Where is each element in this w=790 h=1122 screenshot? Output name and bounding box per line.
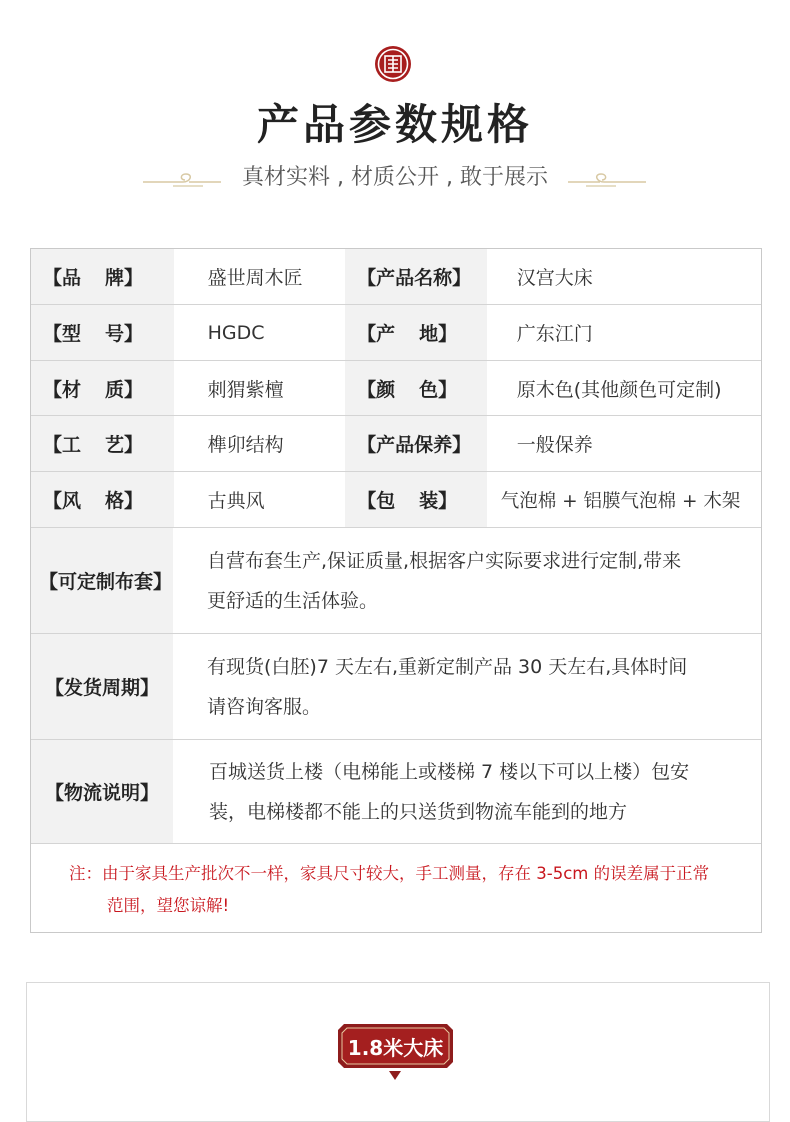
spec-row-style	[31, 472, 761, 528]
detail-text-shipping-line2: 请咨询客服。	[207, 695, 322, 718]
spec-label-product-name: 【产品名称】	[345, 249, 487, 304]
spec-label-origin-b: 地】	[419, 323, 458, 345]
detail-label-cover: 【可定制布套】	[31, 528, 173, 633]
detail-text-cover-line1: 自营布套生产,保证质量,根据客户实际要求进行定制,带来	[207, 549, 682, 572]
detail-text-cover-line2: 更舒适的生活体验。	[207, 589, 379, 612]
subtitle-row	[0, 158, 790, 192]
spec-label-style	[31, 472, 174, 527]
spec-label-brand-b: 牌】	[104, 267, 143, 289]
spec-value-packaging: 气泡棉 + 铝膜气泡棉 + 木架	[500, 490, 741, 512]
spec-row-brand	[31, 249, 761, 305]
spec-label-style-b: 格】	[104, 490, 143, 512]
spec-label-color	[345, 361, 487, 415]
detail-text-shipping	[173, 634, 761, 739]
spec-label-model	[31, 305, 174, 360]
detail-label-shipping: 【发货周期】	[31, 634, 173, 739]
note	[31, 844, 761, 932]
spec-value-craft: 榫卯结构	[207, 434, 284, 456]
spec-label-origin	[345, 305, 487, 360]
down-arrow-icon	[389, 1071, 401, 1080]
spec-value-color: 原木色(其他颜色可定制)	[516, 378, 722, 401]
spec-label-packaging-b: 装】	[419, 490, 458, 512]
spec-table	[30, 248, 762, 933]
spec-label-color-b: 色】	[419, 378, 458, 401]
spec-value-model: HGDC	[207, 321, 265, 344]
spec-label-maintenance: 【产品保养】	[345, 416, 487, 471]
note-line2: 范围，望您谅解!	[107, 896, 230, 915]
detail-row-cover	[31, 528, 761, 634]
detail-text-shipping-line1: 有现货(白胚)7 天左右,重新定制产品 30 天左右,具体时间	[207, 655, 688, 678]
spec-value-material: 刺猬紫檀	[207, 378, 284, 401]
detail-text-logistics	[173, 740, 761, 843]
note-line1: 注：由于家具生产批次不一样，家具尺寸较大，手工测量，存在 3-5cm 的误差属于正常	[69, 864, 710, 883]
spec-label-craft	[31, 416, 174, 471]
spec-row-material	[31, 361, 761, 416]
spec-label-packaging	[345, 472, 487, 527]
spec-label-packaging-a: 【包	[357, 490, 396, 512]
spec-label-origin-a: 【产	[357, 323, 396, 345]
spec-label-brand-a: 【品	[43, 267, 82, 289]
spec-row-model	[31, 305, 761, 361]
detail-text-logistics-line1: 百城送货上楼（电梯能上或楼梯 7 楼以下可以上楼）包安	[209, 760, 690, 783]
spec-value-maintenance: 一般保养	[516, 434, 593, 456]
spec-value-origin: 广东江门	[516, 323, 593, 345]
spec-value-style: 古典风	[207, 490, 265, 512]
spec-row-craft	[31, 416, 761, 472]
spec-value-product-name: 汉宫大床	[516, 267, 593, 289]
emblem-icon	[374, 45, 412, 83]
page-subtitle: 真材实料 , 材质公开 , 敢于展示	[242, 165, 548, 190]
spec-label-brand	[31, 249, 174, 304]
spec-value-brand: 盛世周木匠	[207, 267, 303, 289]
detail-row-shipping	[31, 634, 761, 740]
page-title: 产品参数规格	[256, 100, 533, 149]
detail-label-logistics: 【物流说明】	[31, 740, 173, 843]
size-badge-label: 1.8米大床	[347, 1035, 444, 1060]
spec-label-material-b: 质】	[104, 378, 143, 401]
spec-label-model-a: 【型	[43, 323, 82, 345]
size-badge	[338, 1024, 453, 1068]
detail-row-logistics	[31, 740, 761, 844]
detail-text-cover	[173, 528, 761, 633]
cloud-ornament-right-icon	[568, 166, 646, 188]
spec-label-material	[31, 361, 174, 415]
spec-label-color-a: 【颜	[357, 378, 396, 401]
spec-label-craft-a: 【工	[43, 434, 82, 456]
detail-text-logistics-line2: 装，电梯楼都不能上的只送货到物流车能到的地方	[209, 800, 628, 823]
spec-label-material-a: 【材	[43, 378, 82, 401]
spec-label-style-a: 【风	[43, 490, 82, 512]
spec-label-craft-b: 艺】	[104, 434, 143, 456]
spec-label-model-b: 号】	[104, 323, 143, 345]
